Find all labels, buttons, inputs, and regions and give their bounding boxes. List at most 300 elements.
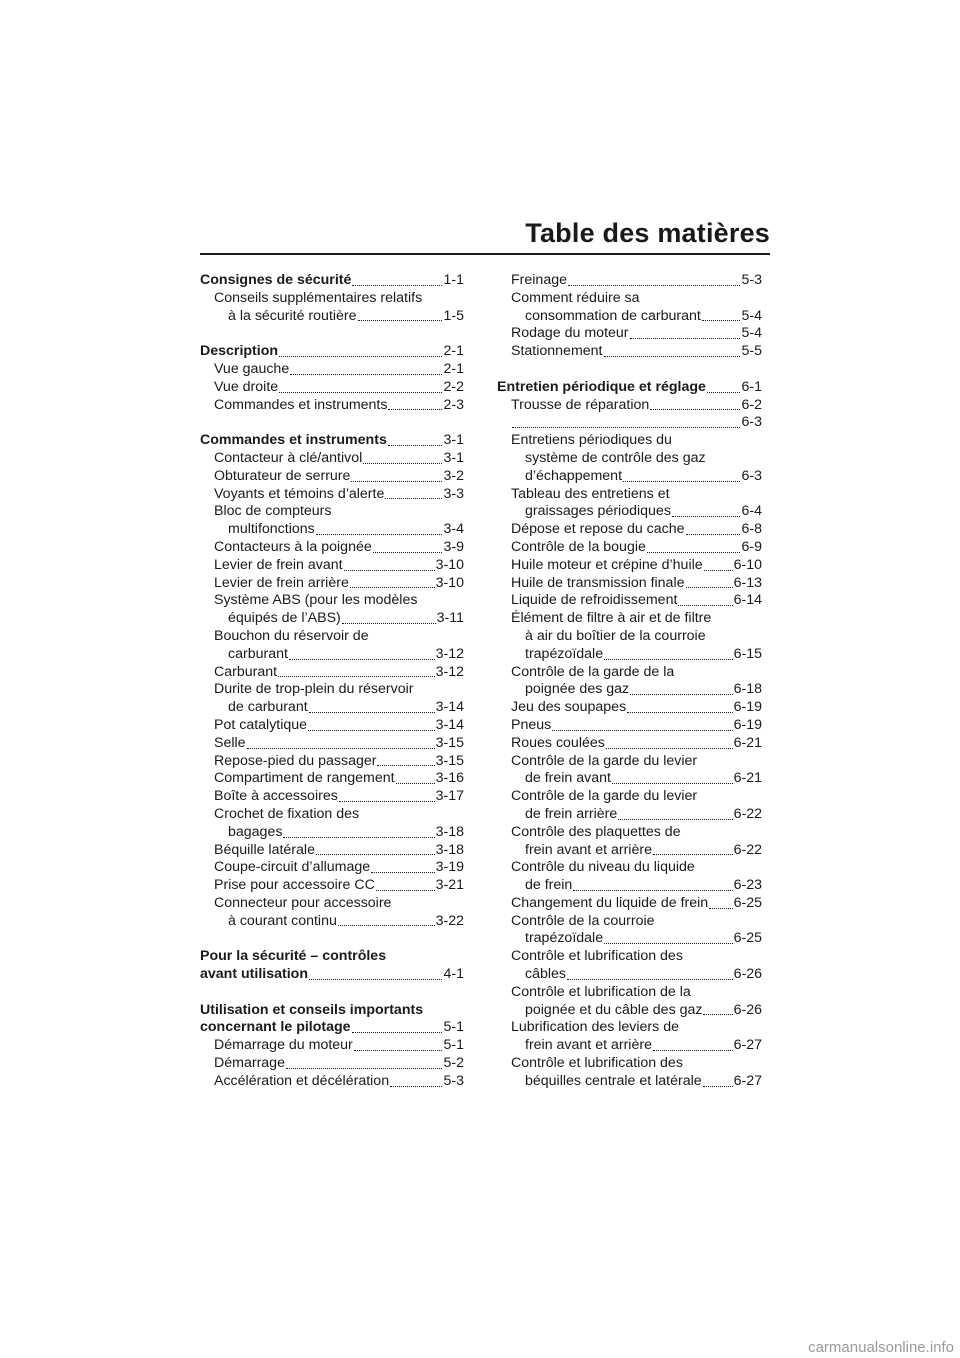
toc-entry-page: 4-1 bbox=[443, 966, 464, 983]
toc-entry-title: Levier de frein avant bbox=[214, 556, 343, 573]
toc-entry bbox=[497, 877, 762, 895]
toc-entry-page: 6-15 bbox=[733, 645, 762, 662]
toc-entry bbox=[200, 308, 464, 326]
toc-entry bbox=[497, 343, 762, 361]
toc-entry-page: 3-11 bbox=[436, 610, 464, 627]
toc-entry-title: Vue gauche bbox=[214, 360, 290, 377]
toc-entry-page: 5-1 bbox=[443, 1037, 464, 1054]
dot-leader bbox=[604, 943, 733, 944]
dot-leader bbox=[604, 659, 733, 660]
toc-entry-page: 2-1 bbox=[443, 343, 464, 360]
dot-leader bbox=[316, 854, 435, 855]
dot-leader bbox=[278, 676, 435, 677]
dot-leader bbox=[627, 712, 732, 713]
toc-entry-page: 6-14 bbox=[733, 592, 762, 609]
dot-leader bbox=[388, 445, 443, 446]
dot-leader bbox=[573, 890, 732, 891]
dot-leader bbox=[352, 1032, 443, 1033]
toc-entry-title: Rodage du moteur bbox=[511, 325, 629, 342]
toc-entry-title: Changement du liquide de frein bbox=[511, 894, 709, 911]
toc-entry bbox=[200, 521, 464, 539]
toc-entry-title: Contacteur à clé/antivol bbox=[214, 449, 363, 466]
dot-leader bbox=[672, 516, 741, 517]
toc-entry-page: 3-3 bbox=[443, 485, 464, 502]
toc-entry-title: Durite de trop-plein du réservoir bbox=[214, 681, 414, 698]
toc-entry-title: multifonctions bbox=[228, 521, 315, 538]
toc-entry bbox=[200, 735, 464, 753]
toc-entry bbox=[200, 272, 464, 290]
toc-entry-title: béquilles centrale et latérale bbox=[525, 1072, 702, 1089]
toc-entry-title: Consignes de sécurité bbox=[200, 272, 352, 288]
toc-entry-title: Crochet de fixation des bbox=[214, 805, 360, 822]
dot-leader bbox=[653, 1050, 733, 1051]
toc-entry-title: Contrôle de la garde de la bbox=[511, 663, 675, 680]
toc-entry-page: 3-14 bbox=[435, 699, 464, 716]
toc-entry bbox=[200, 877, 464, 895]
toc-entry-title: Jeu des soupapes bbox=[511, 699, 627, 716]
toc-entry-title: Obturateur de serrure bbox=[214, 467, 351, 484]
toc-entry-title: carburant bbox=[228, 645, 288, 662]
toc-entry bbox=[200, 575, 464, 593]
dot-leader bbox=[309, 979, 442, 980]
dot-leader bbox=[703, 1086, 733, 1087]
dot-leader bbox=[247, 748, 435, 749]
toc-entry-title: Stationnement bbox=[511, 343, 603, 360]
toc-entry-page: 6-21 bbox=[733, 734, 762, 751]
dot-leader bbox=[612, 783, 733, 784]
toc-entry bbox=[200, 806, 464, 824]
toc-entry-page: 6-27 bbox=[733, 1072, 762, 1089]
dot-leader bbox=[354, 1050, 443, 1051]
dot-leader bbox=[396, 783, 435, 784]
toc-entry-page: 3-15 bbox=[435, 752, 464, 769]
toc-entry bbox=[200, 361, 464, 379]
toc-entry bbox=[200, 966, 464, 984]
toc-entry-title: Contrôle et lubrification des bbox=[511, 948, 683, 965]
toc-entry bbox=[497, 948, 762, 966]
toc-entry-page: 3-16 bbox=[435, 770, 464, 787]
dot-leader bbox=[316, 534, 443, 535]
toc-entry-page: 6-2 bbox=[741, 396, 762, 413]
dot-leader bbox=[390, 1086, 442, 1087]
dot-leader bbox=[279, 356, 442, 357]
toc-entry-title: Huile de transmission finale bbox=[511, 574, 685, 591]
toc-entry-title: Liquide de refroidissement bbox=[511, 592, 678, 609]
toc-entry bbox=[200, 824, 464, 842]
dot-leader bbox=[618, 819, 732, 820]
dot-leader bbox=[338, 925, 435, 926]
toc-entry bbox=[200, 343, 464, 361]
toc-entry-page: 1-5 bbox=[443, 307, 464, 324]
dot-leader bbox=[512, 427, 740, 428]
dot-leader bbox=[377, 765, 434, 766]
toc-entry bbox=[497, 1019, 762, 1037]
toc-entry-title: Description bbox=[200, 343, 279, 360]
toc-entry bbox=[497, 1037, 762, 1055]
toc-entry-title: poignée et du câble des gaz bbox=[525, 1001, 703, 1018]
toc-entry bbox=[497, 1055, 762, 1073]
toc-entry-page: 6-8 bbox=[741, 521, 762, 538]
toc-entry bbox=[200, 1055, 464, 1073]
toc-entry-page: 3-1 bbox=[443, 449, 464, 466]
toc-entry bbox=[200, 717, 464, 735]
toc-entry-title: de frein arrière bbox=[525, 805, 618, 822]
toc-entry-page: 3-14 bbox=[435, 716, 464, 733]
dot-leader bbox=[388, 409, 442, 410]
dot-leader bbox=[686, 534, 741, 535]
toc-entry-title: Contrôle et lubrification de la bbox=[511, 983, 691, 1000]
toc-entry bbox=[497, 503, 762, 521]
toc-entry-title: Trousse de réparation bbox=[511, 396, 650, 413]
toc-entry-title: Carburant bbox=[214, 663, 278, 680]
dot-leader bbox=[709, 908, 732, 909]
dot-leader bbox=[371, 872, 434, 873]
toc-entry bbox=[200, 397, 464, 415]
dot-leader bbox=[286, 1068, 443, 1069]
toc-entry-page: 6-9 bbox=[741, 538, 762, 555]
toc-entry bbox=[497, 824, 762, 842]
toc-entry-title: Voyants et témoins d’alerte bbox=[214, 485, 385, 502]
toc-entry-title: de carburant bbox=[228, 699, 308, 716]
dot-leader bbox=[704, 570, 733, 571]
toc-entry bbox=[200, 753, 464, 771]
toc-entry-title: avant utilisation bbox=[200, 966, 308, 983]
toc-entry bbox=[497, 486, 762, 504]
toc-entry-title: Connecteur pour accessoire bbox=[214, 894, 392, 911]
toc-entry-page: 2-2 bbox=[443, 378, 464, 395]
toc-entry-title: poignée des gaz bbox=[525, 681, 630, 698]
toc-entry-title: de frein bbox=[525, 877, 573, 894]
toc-entry-page: 6-1 bbox=[741, 378, 762, 395]
toc-entry-title: Pour la sécurité – contrôles bbox=[200, 948, 387, 965]
toc-entry bbox=[497, 895, 762, 913]
toc-entry-title: Entretien périodique et réglage bbox=[497, 378, 706, 395]
toc-entry-title: Comment réduire sa bbox=[511, 289, 640, 306]
toc-entry-title: Commandes et instruments bbox=[200, 432, 387, 449]
toc-entry-title: Démarrage bbox=[214, 1055, 285, 1072]
toc-entry bbox=[497, 664, 762, 682]
toc-entry bbox=[200, 788, 464, 806]
toc-entry bbox=[200, 1037, 464, 1055]
toc-entry-page: 6-19 bbox=[733, 699, 762, 716]
toc-entry-page: 6-19 bbox=[733, 716, 762, 733]
toc-entry-title: Freinage bbox=[511, 272, 567, 288]
toc-entry bbox=[200, 664, 464, 682]
toc-entry-title: consommation de carburant bbox=[525, 307, 701, 324]
title-rule bbox=[200, 253, 770, 255]
toc-entry-page: 5-3 bbox=[741, 272, 762, 288]
toc-entry-page: 3-18 bbox=[435, 841, 464, 858]
toc-entry bbox=[497, 913, 762, 931]
toc-entry-title: Roues coulées bbox=[511, 734, 605, 751]
dot-leader bbox=[653, 854, 733, 855]
toc-entry bbox=[200, 913, 464, 931]
toc-entry-title: Contrôle de la bougie bbox=[511, 538, 646, 555]
toc-entry-title: trapézoïdale bbox=[525, 645, 604, 662]
dot-leader bbox=[630, 338, 741, 339]
toc-entry bbox=[497, 432, 762, 450]
toc-entry-page: 6-3 bbox=[741, 414, 762, 431]
toc-entry-title: d’échappement bbox=[525, 467, 623, 484]
toc-entry-title: Contrôle de la garde du levier bbox=[511, 752, 698, 769]
toc-entry bbox=[200, 610, 464, 628]
dot-leader bbox=[350, 587, 435, 588]
toc-entry-page: 3-22 bbox=[435, 912, 464, 929]
dot-leader bbox=[385, 498, 442, 499]
dot-leader bbox=[363, 463, 442, 464]
toc-entry-page: 6-23 bbox=[733, 877, 762, 894]
toc-entry-title: Démarrage du moteur bbox=[214, 1037, 353, 1054]
toc-entry-title: à la sécurité routière bbox=[228, 307, 357, 324]
toc-entry-title: Boîte à accessoires bbox=[214, 788, 338, 805]
toc-entry-page: 1-1 bbox=[443, 272, 464, 288]
toc-entry-title: frein avant et arrière bbox=[525, 1037, 652, 1054]
toc-entry-page: 5-1 bbox=[443, 1019, 464, 1036]
toc-entry bbox=[497, 397, 762, 415]
toc-entry-title: Coupe-circuit d’allumage bbox=[214, 859, 371, 876]
toc-entry-page: 3-10 bbox=[435, 574, 464, 591]
toc-entry bbox=[497, 290, 762, 308]
dot-leader bbox=[623, 481, 740, 482]
dot-leader bbox=[279, 392, 442, 393]
dot-leader bbox=[344, 570, 435, 571]
toc-entry bbox=[497, 753, 762, 771]
page-title: Table des matières bbox=[525, 218, 770, 248]
toc-entry-page: 2-3 bbox=[443, 396, 464, 413]
toc-entry bbox=[497, 806, 762, 824]
toc-entry bbox=[200, 681, 464, 699]
dot-leader bbox=[702, 320, 741, 321]
toc-entry bbox=[200, 842, 464, 860]
toc-entry bbox=[497, 717, 762, 735]
toc-entry bbox=[200, 948, 464, 966]
toc-entry-title: bagages bbox=[228, 823, 283, 840]
dot-leader bbox=[630, 694, 732, 695]
toc-entry bbox=[200, 432, 464, 450]
toc-entry-page: 3-2 bbox=[443, 467, 464, 484]
toc-entry-title: Lubrification des leviers de bbox=[511, 1019, 679, 1036]
toc-entry-title: Bouchon du réservoir de bbox=[214, 627, 369, 644]
toc-entry-title: Commandes et instruments bbox=[214, 396, 388, 413]
toc-entry bbox=[200, 450, 464, 468]
toc-entry bbox=[497, 770, 762, 788]
toc-left-column bbox=[200, 272, 464, 1091]
toc-entry-title: Selle bbox=[214, 734, 246, 751]
toc-entry bbox=[200, 859, 464, 877]
toc-entry-title: Repose-pied du passager bbox=[214, 752, 377, 769]
toc-entry-page: 3-15 bbox=[435, 734, 464, 751]
toc-entry-page: 6-10 bbox=[733, 556, 762, 573]
toc-entry bbox=[497, 930, 762, 948]
toc-entry bbox=[497, 379, 762, 397]
toc-entry bbox=[497, 414, 762, 432]
toc-entry bbox=[200, 1073, 464, 1091]
toc-entry bbox=[497, 859, 762, 877]
toc-entry-page: 6-21 bbox=[733, 770, 762, 787]
toc-entry-title: Béquille latérale bbox=[214, 841, 315, 858]
dot-leader bbox=[650, 409, 740, 410]
toc-entry-page: 6-25 bbox=[733, 930, 762, 947]
dot-leader bbox=[309, 712, 435, 713]
toc-entry-page: 6-26 bbox=[733, 966, 762, 983]
toc-entry bbox=[200, 468, 464, 486]
toc-entry-page: 6-22 bbox=[733, 805, 762, 822]
toc-entry bbox=[200, 290, 464, 308]
toc-entry bbox=[200, 646, 464, 664]
toc-entry-title: trapézoïdale bbox=[525, 930, 604, 947]
toc-entry-title: Dépose et repose du cache bbox=[511, 521, 685, 538]
toc-entry-page: 5-2 bbox=[443, 1055, 464, 1072]
toc-entry-page: 3-9 bbox=[443, 538, 464, 555]
toc-entry-title: Compartiment de rangement bbox=[214, 770, 395, 787]
dot-leader bbox=[647, 552, 741, 553]
toc-entry bbox=[497, 966, 762, 984]
dot-leader bbox=[678, 605, 732, 606]
toc-entry bbox=[497, 984, 762, 1002]
toc-right-column bbox=[497, 272, 762, 1091]
toc-entry bbox=[200, 557, 464, 575]
dot-leader bbox=[606, 748, 733, 749]
toc-entry bbox=[497, 646, 762, 664]
toc-entry-page: 3-12 bbox=[435, 663, 464, 680]
dot-leader bbox=[351, 481, 442, 482]
dot-leader bbox=[308, 730, 435, 731]
toc-entry-title: câbles bbox=[525, 966, 567, 983]
dot-leader bbox=[376, 890, 435, 891]
toc-entry-page: 6-25 bbox=[733, 894, 762, 911]
toc-entry bbox=[200, 1019, 464, 1037]
toc-entry-title: Contrôle de la courroie bbox=[511, 912, 655, 929]
toc-entry-title: Accélération et décélération bbox=[214, 1072, 390, 1089]
toc-entry-title: Huile moteur et crépine d’huile bbox=[511, 556, 703, 573]
footer-watermark: carmanualsonline.info bbox=[808, 1339, 954, 1356]
toc-entry-title: Contrôle de la garde du levier bbox=[511, 788, 698, 805]
toc-entry-page: 3-21 bbox=[435, 877, 464, 894]
dot-leader bbox=[352, 285, 442, 286]
toc-entry-page: 6-27 bbox=[733, 1037, 762, 1054]
toc-entry bbox=[200, 699, 464, 717]
toc-entry-page: 5-4 bbox=[741, 325, 762, 342]
toc-entry-page: 6-22 bbox=[733, 841, 762, 858]
toc-entry bbox=[200, 486, 464, 504]
toc-entry bbox=[497, 325, 762, 343]
toc-entry bbox=[200, 1002, 464, 1020]
dot-leader bbox=[604, 356, 741, 357]
dot-leader bbox=[552, 730, 732, 731]
toc-entry-page: 2-1 bbox=[443, 360, 464, 377]
dot-leader bbox=[290, 374, 442, 375]
dot-leader bbox=[283, 837, 434, 838]
toc-entry bbox=[497, 628, 762, 646]
toc-entry bbox=[497, 1002, 762, 1020]
toc-entry bbox=[497, 699, 762, 717]
toc-entry-page: 6-18 bbox=[733, 681, 762, 698]
toc-entry-page: 6-26 bbox=[733, 1001, 762, 1018]
toc-entry-title: Levier de frein arrière bbox=[214, 574, 349, 591]
toc-entry bbox=[497, 308, 762, 326]
dot-leader bbox=[342, 623, 436, 624]
toc-entry-title: frein avant et arrière bbox=[525, 841, 652, 858]
toc-entry-title: Élément de filtre à air et de filtre bbox=[511, 610, 712, 627]
dot-leader bbox=[703, 1014, 732, 1015]
toc-entry-page: 3-4 bbox=[443, 521, 464, 538]
toc-entry bbox=[497, 557, 762, 575]
toc-entry-page: 3-18 bbox=[435, 823, 464, 840]
toc-entry bbox=[497, 450, 762, 468]
toc-entry bbox=[497, 788, 762, 806]
toc-entry bbox=[497, 539, 762, 557]
dot-leader bbox=[289, 659, 435, 660]
toc-entry-page: 3-12 bbox=[435, 645, 464, 662]
toc-entry-title: Contrôle du niveau du liquide bbox=[511, 859, 695, 876]
toc-entry bbox=[200, 770, 464, 788]
toc-entry bbox=[497, 521, 762, 539]
toc-entry bbox=[497, 1073, 762, 1091]
toc-entry-title: Contacteurs à la poignée bbox=[214, 538, 372, 555]
toc-entry-page: 6-13 bbox=[733, 574, 762, 591]
toc-entry-title: système de contrôle des gaz bbox=[525, 449, 706, 466]
toc-entry-title: Vue droite bbox=[214, 378, 279, 395]
toc-entry-title: de frein avant bbox=[525, 770, 611, 787]
toc-entry-title: Prise pour accessoire CC bbox=[214, 877, 375, 894]
toc-entry bbox=[200, 895, 464, 913]
toc-entry-title: Tableau des entretiens et bbox=[511, 485, 670, 502]
dot-leader bbox=[568, 285, 740, 286]
dot-leader bbox=[358, 320, 443, 321]
toc-entry-title: Pot catalytique bbox=[214, 716, 308, 733]
toc-entry bbox=[497, 610, 762, 628]
toc-entry-title: Entretiens périodiques du bbox=[511, 432, 672, 449]
toc-entry-page: 3-10 bbox=[435, 556, 464, 573]
toc-entry bbox=[200, 379, 464, 397]
toc-entry bbox=[200, 628, 464, 646]
toc-entry bbox=[497, 592, 762, 610]
toc-entry-title: à air du boîtier de la courroie bbox=[525, 627, 706, 644]
toc-entry-title: Contrôle des plaquettes de bbox=[511, 823, 681, 840]
toc-entry bbox=[497, 272, 762, 290]
dot-leader bbox=[373, 552, 443, 553]
toc-entry-title: concernant le pilotage bbox=[200, 1019, 351, 1036]
toc-entry-title: Pneus bbox=[511, 716, 552, 733]
toc-entry-title: Bloc de compteurs bbox=[214, 503, 332, 520]
toc-entry bbox=[200, 592, 464, 610]
toc-entry-title: Système ABS (pour les modèles bbox=[214, 592, 418, 609]
toc-entry bbox=[497, 842, 762, 860]
toc-entry bbox=[200, 539, 464, 557]
toc-entry-title: graissages périodiques bbox=[525, 503, 671, 520]
toc-entry-page: 5-5 bbox=[741, 343, 762, 360]
toc-entry bbox=[497, 468, 762, 486]
dot-leader bbox=[707, 392, 741, 393]
toc-entry-page: 3-19 bbox=[435, 859, 464, 876]
toc-entry-page: 3-1 bbox=[443, 432, 464, 449]
dot-leader bbox=[686, 587, 733, 588]
toc-entry-title: Contrôle et lubrification des bbox=[511, 1055, 683, 1072]
toc-entry-page: 6-3 bbox=[741, 467, 762, 484]
toc-entry-title: équipés de l’ABS) bbox=[228, 610, 341, 627]
toc-entry-page: 3-17 bbox=[435, 788, 464, 805]
toc-entry-page: 5-4 bbox=[741, 307, 762, 324]
toc-entry bbox=[200, 503, 464, 521]
dot-leader bbox=[567, 979, 733, 980]
dot-leader bbox=[339, 801, 435, 802]
toc-entry bbox=[497, 681, 762, 699]
toc-entry-title: Utilisation et conseils importants bbox=[200, 1001, 424, 1018]
toc-entry-page: 5-3 bbox=[443, 1072, 464, 1089]
toc-entry bbox=[497, 735, 762, 753]
toc-entry-title: à courant continu bbox=[228, 912, 337, 929]
toc-entry-page: 6-4 bbox=[741, 503, 762, 520]
